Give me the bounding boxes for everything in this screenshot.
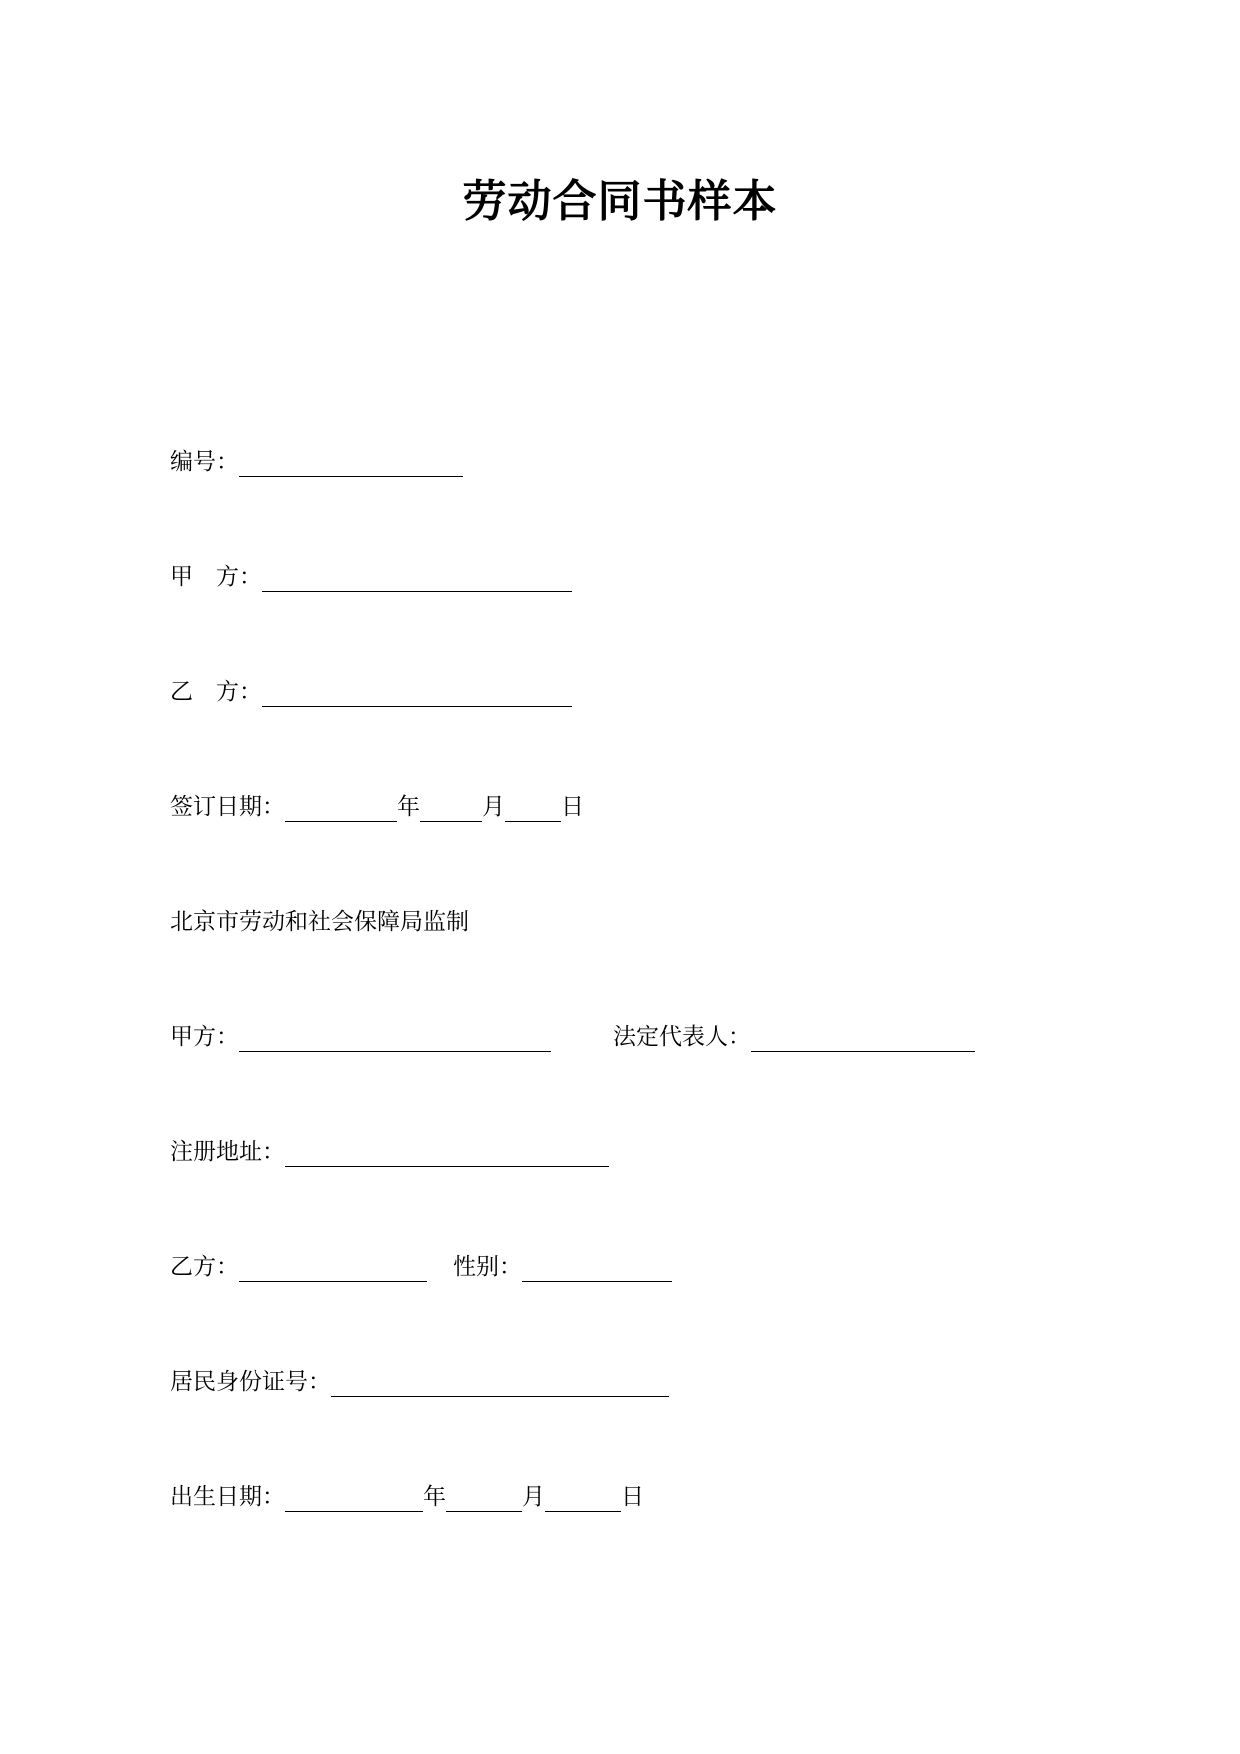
party-a-detail-label: 甲方：: [170, 1024, 239, 1050]
gender-field[interactable]: [522, 1255, 672, 1282]
id-number-field[interactable]: [331, 1370, 669, 1397]
birth-year-field[interactable]: [285, 1485, 423, 1512]
party-b-detail-row: [170, 1252, 672, 1282]
party-a-row: [170, 562, 572, 592]
birth-date-label: 出生日期：: [170, 1484, 285, 1510]
party-a-field[interactable]: [262, 565, 572, 592]
party-b-row: [170, 677, 572, 707]
legal-rep-field[interactable]: [751, 1025, 975, 1052]
party-b-field[interactable]: [262, 680, 572, 707]
birth-day-field[interactable]: [545, 1485, 621, 1512]
reg-address-label: 注册地址：: [170, 1139, 285, 1165]
id-number-label: 居民身份证号：: [170, 1369, 331, 1395]
birth-date-row: [170, 1482, 644, 1512]
number-row: [170, 447, 463, 477]
sign-date-label: 签订日期：: [170, 794, 285, 820]
supervisor-row: [170, 907, 469, 937]
party-b-detail-field[interactable]: [239, 1255, 427, 1282]
party-b-label: 乙 方：: [170, 679, 262, 705]
sign-date-row: [170, 792, 584, 822]
page-title: 劳动合同书样本: [462, 176, 778, 227]
sign-year-field[interactable]: [285, 795, 397, 822]
reg-address-row: [170, 1137, 609, 1167]
sign-year-unit: 年: [397, 794, 420, 820]
party-a-detail-field[interactable]: [239, 1025, 551, 1052]
number-field[interactable]: [239, 450, 463, 477]
supervisor-text: 北京市劳动和社会保障局监制: [170, 909, 469, 935]
party-a-label: 甲 方：: [170, 564, 262, 590]
birth-month-unit: 月: [522, 1484, 545, 1510]
birth-day-unit: 日: [621, 1484, 644, 1510]
party-b-detail-label: 乙方：: [170, 1254, 239, 1280]
sign-month-unit: 月: [482, 794, 505, 820]
id-number-row: [170, 1367, 669, 1397]
reg-address-field[interactable]: [285, 1140, 609, 1167]
sign-day-field[interactable]: [505, 795, 561, 822]
birth-year-unit: 年: [423, 1484, 446, 1510]
gender-label: 性别：: [453, 1254, 522, 1280]
party-a-detail-row: [170, 1022, 975, 1052]
birth-month-field[interactable]: [446, 1485, 522, 1512]
number-label: 编号：: [170, 449, 239, 475]
sign-day-unit: 日: [561, 794, 584, 820]
sign-month-field[interactable]: [420, 795, 482, 822]
legal-rep-label: 法定代表人：: [613, 1024, 751, 1050]
